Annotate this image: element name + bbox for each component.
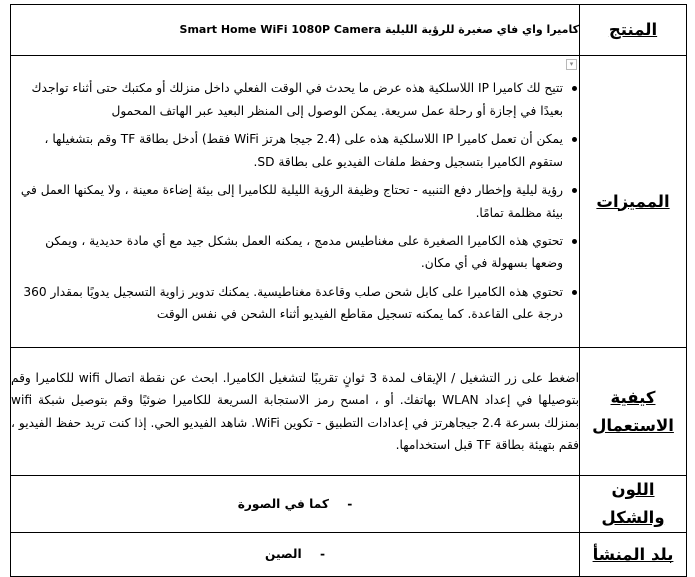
- color-shape-row: [11, 476, 687, 533]
- origin-value: الصين: [264, 547, 302, 562]
- cell-options-icon[interactable]: ▾: [566, 59, 577, 70]
- color-shape-dash: -: [347, 496, 353, 511]
- feature-item: تحتوي هذه الكاميرا على كابل شحن صلب وقاعدة مغناطيسية. يمكنك تدوير زاوية التسجيل يدويًا بمقدار 360 درجة على القاعدة. كما يمكنه تسجيل مقاطع الفيديو أثناء الشحن في نفس الوقت: [11, 281, 563, 326]
- feature-item: تحتوي هذه الكاميرا الصغيرة على مغناطيس مدمج ، يمكنه العمل بشكل جيد مع أي مادة حديدية ، ويمكن وضعها بسهولة في أي مكان.: [11, 230, 563, 275]
- usage-text: اضغط على زر التشغيل / الإيقاف لمدة 3 ثوانٍ تقريبًا لتشغيل الكاميرا. ابحث عن نقطة اتصال wifi للكاميرا وقم بتوصيلها في إعداد WLAN بهاتفك. أو ، امسح رمز الاستجابة السريعة للكاميرا ضوئيًا وقم بتوصيل شبكة wifi بمنزلك بسرعة 2.4 جيجاهرتز في إعدادات التطبيق - تكوين WiFi. شاهد الفيديو الحي. إذا كنت تريد حفظ الفيديو ، فقم بتهيئة بطاقة TF قبل استخدامها.: [11, 348, 580, 476]
- origin-row: [11, 533, 687, 577]
- product-name-cell: [11, 5, 580, 56]
- color-shape-cell: [11, 476, 580, 533]
- product-spec-table: [10, 4, 687, 577]
- color-shape-label: اللون والشكل: [580, 476, 687, 533]
- features-row: [11, 56, 687, 348]
- color-shape-value: كما في الصورة: [237, 496, 329, 511]
- product-name-ar: كاميرا واي فاي صغيرة للرؤية الليلية: [385, 22, 579, 36]
- origin-label: بلد المنشأ: [580, 533, 687, 577]
- product-name: [11, 19, 579, 41]
- usage-row: [11, 348, 687, 476]
- features-label: المميزات: [580, 56, 687, 348]
- features-list: [11, 77, 579, 325]
- product-label: المنتج: [580, 5, 687, 56]
- product-name-en: Smart Home WiFi 1080P Camera: [179, 22, 382, 36]
- features-cell: [11, 56, 580, 348]
- feature-item: تتيح لك كاميرا IP اللاسلكية هذه عرض ما يحدث في الوقت الفعلي داخل منزلك أو مكتبك حتى أثناء تواجدك بعيدًا في إجازة أو رحلة عمل سريعة. يمكن الوصول إلى المنظر البعيد عبر الهاتف المحمول: [11, 77, 563, 122]
- feature-item: رؤية ليلية وإخطار دفع التنبيه - تحتاج وظيفة الرؤية الليلية للكاميرا إلى بيئة إضاءة معينة ، ولا يمكنها العمل في بيئة مظلمة تمامًا.: [11, 179, 563, 224]
- usage-label: كيفية الاستعمال: [580, 348, 687, 476]
- feature-item: يمكن أن تعمل كاميرا IP اللاسلكية هذه على (2.4 جيجا هرتز WiFi فقط) أدخل بطاقة TF وقم بتشغيلها ، ستقوم الكاميرا بتسجيل وحفظ ملفات الفيديو على بطاقة SD.: [11, 128, 563, 173]
- origin-dash: -: [319, 547, 326, 562]
- origin-cell: [11, 533, 580, 577]
- product-row: [11, 5, 687, 56]
